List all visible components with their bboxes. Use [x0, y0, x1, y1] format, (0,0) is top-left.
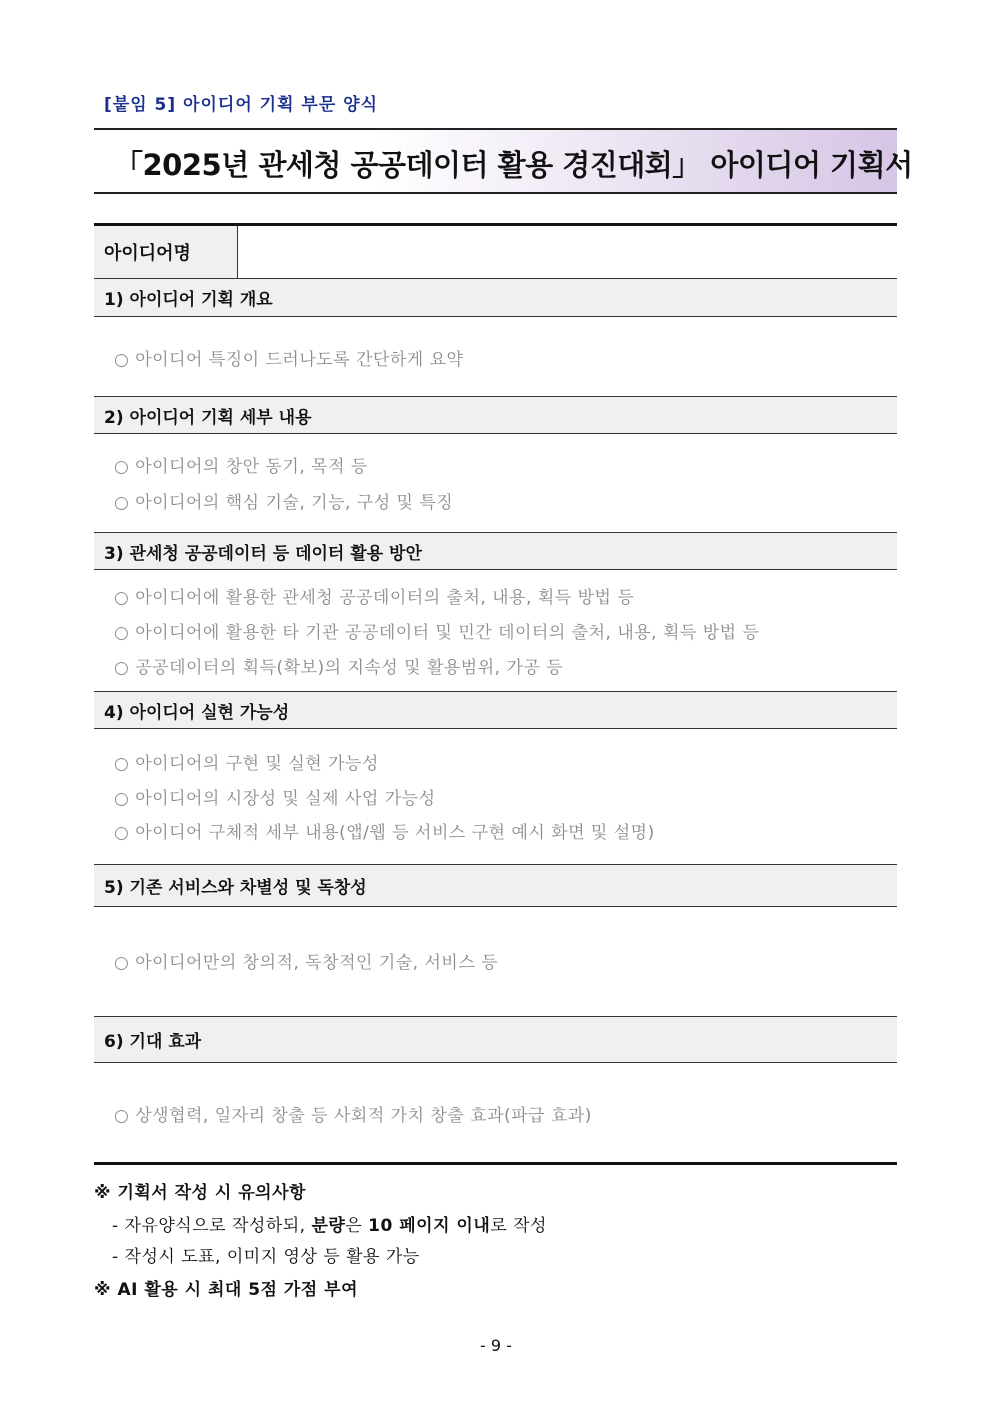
title-banner [94, 128, 913, 194]
note-emphasis: 10 페이지 이내 [368, 1216, 491, 1236]
section-3-body[interactable] [94, 570, 897, 692]
section-title: 6) 기대 효과 [104, 1032, 202, 1052]
idea-name-row [94, 223, 897, 279]
guide-item: ○ 아이디어 특징이 드러나도록 간단하게 요약 [114, 350, 464, 370]
guide-item: ○ 아이디어의 핵심 기술, 기능, 구성 및 특징 [114, 493, 454, 513]
note-text: 로 작성 [490, 1216, 547, 1236]
guide-item: ○ 아이디어의 시장성 및 실제 사업 가능성 [114, 789, 436, 809]
proposal-form [94, 223, 897, 1158]
section-title: 1) 아이디어 기획 개요 [104, 290, 273, 310]
bottom-rule [94, 1162, 897, 1165]
section-1-header [94, 279, 897, 317]
note-text: 은 [345, 1216, 369, 1236]
note-text: - 자유양식으로 작성하되, [112, 1216, 312, 1236]
section-1-body[interactable] [94, 317, 897, 397]
notes-heading: ※ 기획서 작성 시 유의사항 [94, 1183, 306, 1203]
guide-item: ○ 아이디어에 활용한 관세청 공공데이터의 출처, 내용, 획득 방법 등 [114, 588, 635, 608]
ai-bonus-note: ※ AI 활용 시 최대 5점 가점 부여 [94, 1280, 358, 1300]
notes-line-2: - 작성시 도표, 이미지 영상 등 활용 가능 [112, 1247, 420, 1267]
attachment-label: [붙임 5] 아이디어 기획 부문 양식 [104, 95, 379, 115]
section-title: 2) 아이디어 기획 세부 내용 [104, 407, 312, 428]
section-6-body[interactable] [94, 1063, 897, 1158]
section-title: 4) 아이디어 실현 가능성 [104, 702, 290, 723]
note-emphasis: 분량 [311, 1216, 346, 1236]
section-2-header [94, 397, 897, 434]
section-title: 3) 관세청 공공데이터 등 데이터 활용 방안 [104, 543, 422, 564]
section-4-body[interactable] [94, 729, 897, 865]
section-4-header [94, 692, 897, 729]
writing-notes [94, 1178, 547, 1300]
page-number: - 9 - [480, 1336, 512, 1355]
guide-item: ○ 공공데이터의 획득(확보)의 지속성 및 활용범위, 가공 등 [114, 658, 564, 678]
guide-item: ○ 아이디어의 구현 및 실현 가능성 [114, 754, 379, 774]
notes-line-1 [112, 1211, 547, 1236]
guide-item: ○ 상생협력, 일자리 창출 등 사회적 가치 창출 효과(파급 효과) [114, 1106, 592, 1126]
guide-item: ○ 아이디어의 창안 동기, 목적 등 [114, 457, 368, 477]
idea-name-label: 아이디어명 [94, 226, 238, 278]
section-title: 5) 기존 서비스와 차별성 및 독창성 [104, 878, 367, 898]
guide-item: ○ 아이디어만의 창의적, 독창적인 기술, 서비스 등 [114, 953, 499, 973]
section-2-body[interactable] [94, 434, 897, 533]
guide-item: ○ 아이디어에 활용한 타 기관 공공데이터 및 민간 데이터의 출처, 내용, 획득 방법 등 [114, 623, 760, 643]
section-6-header [94, 1017, 897, 1063]
document-title: 「2025년 관세청 공공데이터 활용 경진대회」 아이디어 기획서 [114, 148, 913, 182]
section-5-header [94, 865, 897, 907]
guide-item: ○ 아이디어 구체적 세부 내용(앱/웹 등 서비스 구현 예시 화면 및 설명) [114, 823, 655, 843]
idea-name-field[interactable] [238, 226, 897, 278]
section-5-body[interactable] [94, 907, 897, 1017]
section-3-header [94, 533, 897, 570]
